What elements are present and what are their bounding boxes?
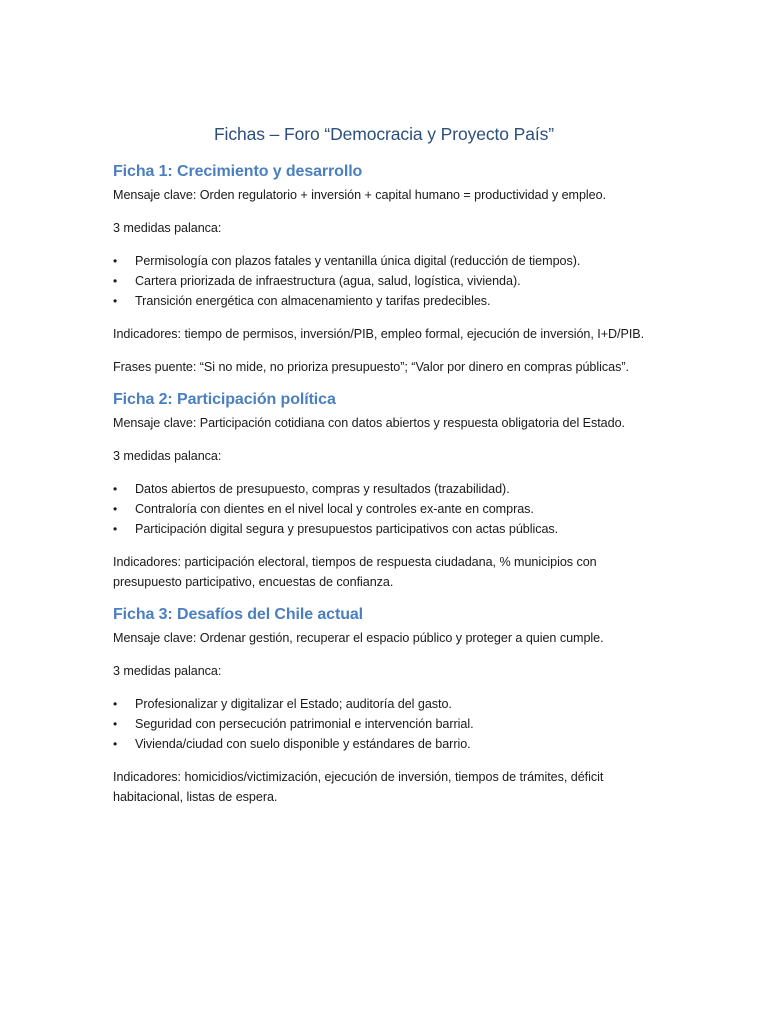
ficha-3-section xyxy=(113,605,673,807)
ficha-3-heading: Ficha 3: Desafíos del Chile actual xyxy=(113,606,364,623)
ficha-1-medidas-label: 3 medidas palanca: xyxy=(113,221,222,235)
ficha-2-indicadores-line-1: Indicadores: participación electoral, tiempos de respuesta ciudadana, % municipios con xyxy=(113,555,597,569)
bullet-icon: • xyxy=(113,522,118,536)
list-item-text: Profesionalizar y digitalizar el Estado; auditoría del gasto. xyxy=(135,697,452,711)
bullet-icon: • xyxy=(113,737,118,751)
ficha-1-frases: Frases puente: “Si no mide, no prioriza presupuesto”; “Valor por dinero en compras públicas”. xyxy=(113,360,629,374)
ficha-2-medidas-list xyxy=(113,479,673,539)
list-item xyxy=(113,271,673,291)
ficha-3-indicadores-line-2: habitacional, listas de espera. xyxy=(113,790,278,804)
list-item xyxy=(113,479,673,499)
ficha-3-mensaje: Mensaje clave: Ordenar gestión, recuperar el espacio público y proteger a quien cumple. xyxy=(113,631,604,645)
ficha-3-indicadores-line-1: Indicadores: homicidios/victimización, ejecución de inversión, tiempos de trámites, déficit xyxy=(113,770,604,784)
ficha-2-section xyxy=(113,390,673,592)
list-item xyxy=(113,499,673,519)
bullet-icon: • xyxy=(113,294,118,308)
ficha-3-medidas-label: 3 medidas palanca: xyxy=(113,664,222,678)
list-item xyxy=(113,714,673,734)
bullet-icon: • xyxy=(113,274,118,288)
list-item-text: Participación digital segura y presupuestos participativos con actas públicas. xyxy=(135,522,559,536)
ficha-2-medidas-label: 3 medidas palanca: xyxy=(113,449,222,463)
ficha-1-heading: Ficha 1: Crecimiento y desarrollo xyxy=(113,163,363,180)
list-item xyxy=(113,291,673,311)
list-item-text: Contraloría con dientes en el nivel local y controles ex-ante en compras. xyxy=(135,502,534,516)
list-item xyxy=(113,251,673,271)
list-item-text: Cartera priorizada de infraestructura (agua, salud, logística, vivienda). xyxy=(135,274,521,288)
list-item xyxy=(113,734,673,754)
ficha-1-mensaje: Mensaje clave: Orden regulatorio + inversión + capital humano = productividad y empleo. xyxy=(113,188,607,202)
ficha-2-heading: Ficha 2: Participación política xyxy=(113,391,336,408)
list-item xyxy=(113,519,673,539)
ficha-1-section xyxy=(113,162,673,377)
bullet-icon: • xyxy=(113,482,118,496)
bullet-icon: • xyxy=(113,697,118,711)
list-item xyxy=(113,694,673,714)
ficha-1-medidas-list xyxy=(113,251,673,311)
document-title: Fichas – Foro “Democracia y Proyecto País” xyxy=(213,124,555,144)
ficha-2-indicadores-line-2: presupuesto participativo, encuestas de confianza. xyxy=(113,575,394,589)
ficha-3-medidas-list xyxy=(113,694,673,754)
bullet-icon: • xyxy=(113,502,118,516)
list-item-text: Seguridad con persecución patrimonial e intervención barrial. xyxy=(135,717,474,731)
list-item-text: Datos abiertos de presupuesto, compras y resultados (trazabilidad). xyxy=(135,482,510,496)
ficha-2-mensaje: Mensaje clave: Participación cotidiana con datos abiertos y respuesta obligatoria del Estado. xyxy=(113,416,625,430)
list-item-text: Transición energética con almacenamiento y tarifas predecibles. xyxy=(135,294,491,308)
bullet-icon: • xyxy=(113,254,118,268)
bullet-icon: • xyxy=(113,717,118,731)
ficha-1-indicadores: Indicadores: tiempo de permisos, inversión/PIB, empleo formal, ejecución de inversión, I+D/PIB. xyxy=(113,327,645,341)
list-item-text: Permisología con plazos fatales y ventanilla única digital (reducción de tiempos). xyxy=(135,254,581,268)
list-item-text: Vivienda/ciudad con suelo disponible y estándares de barrio. xyxy=(135,737,471,751)
